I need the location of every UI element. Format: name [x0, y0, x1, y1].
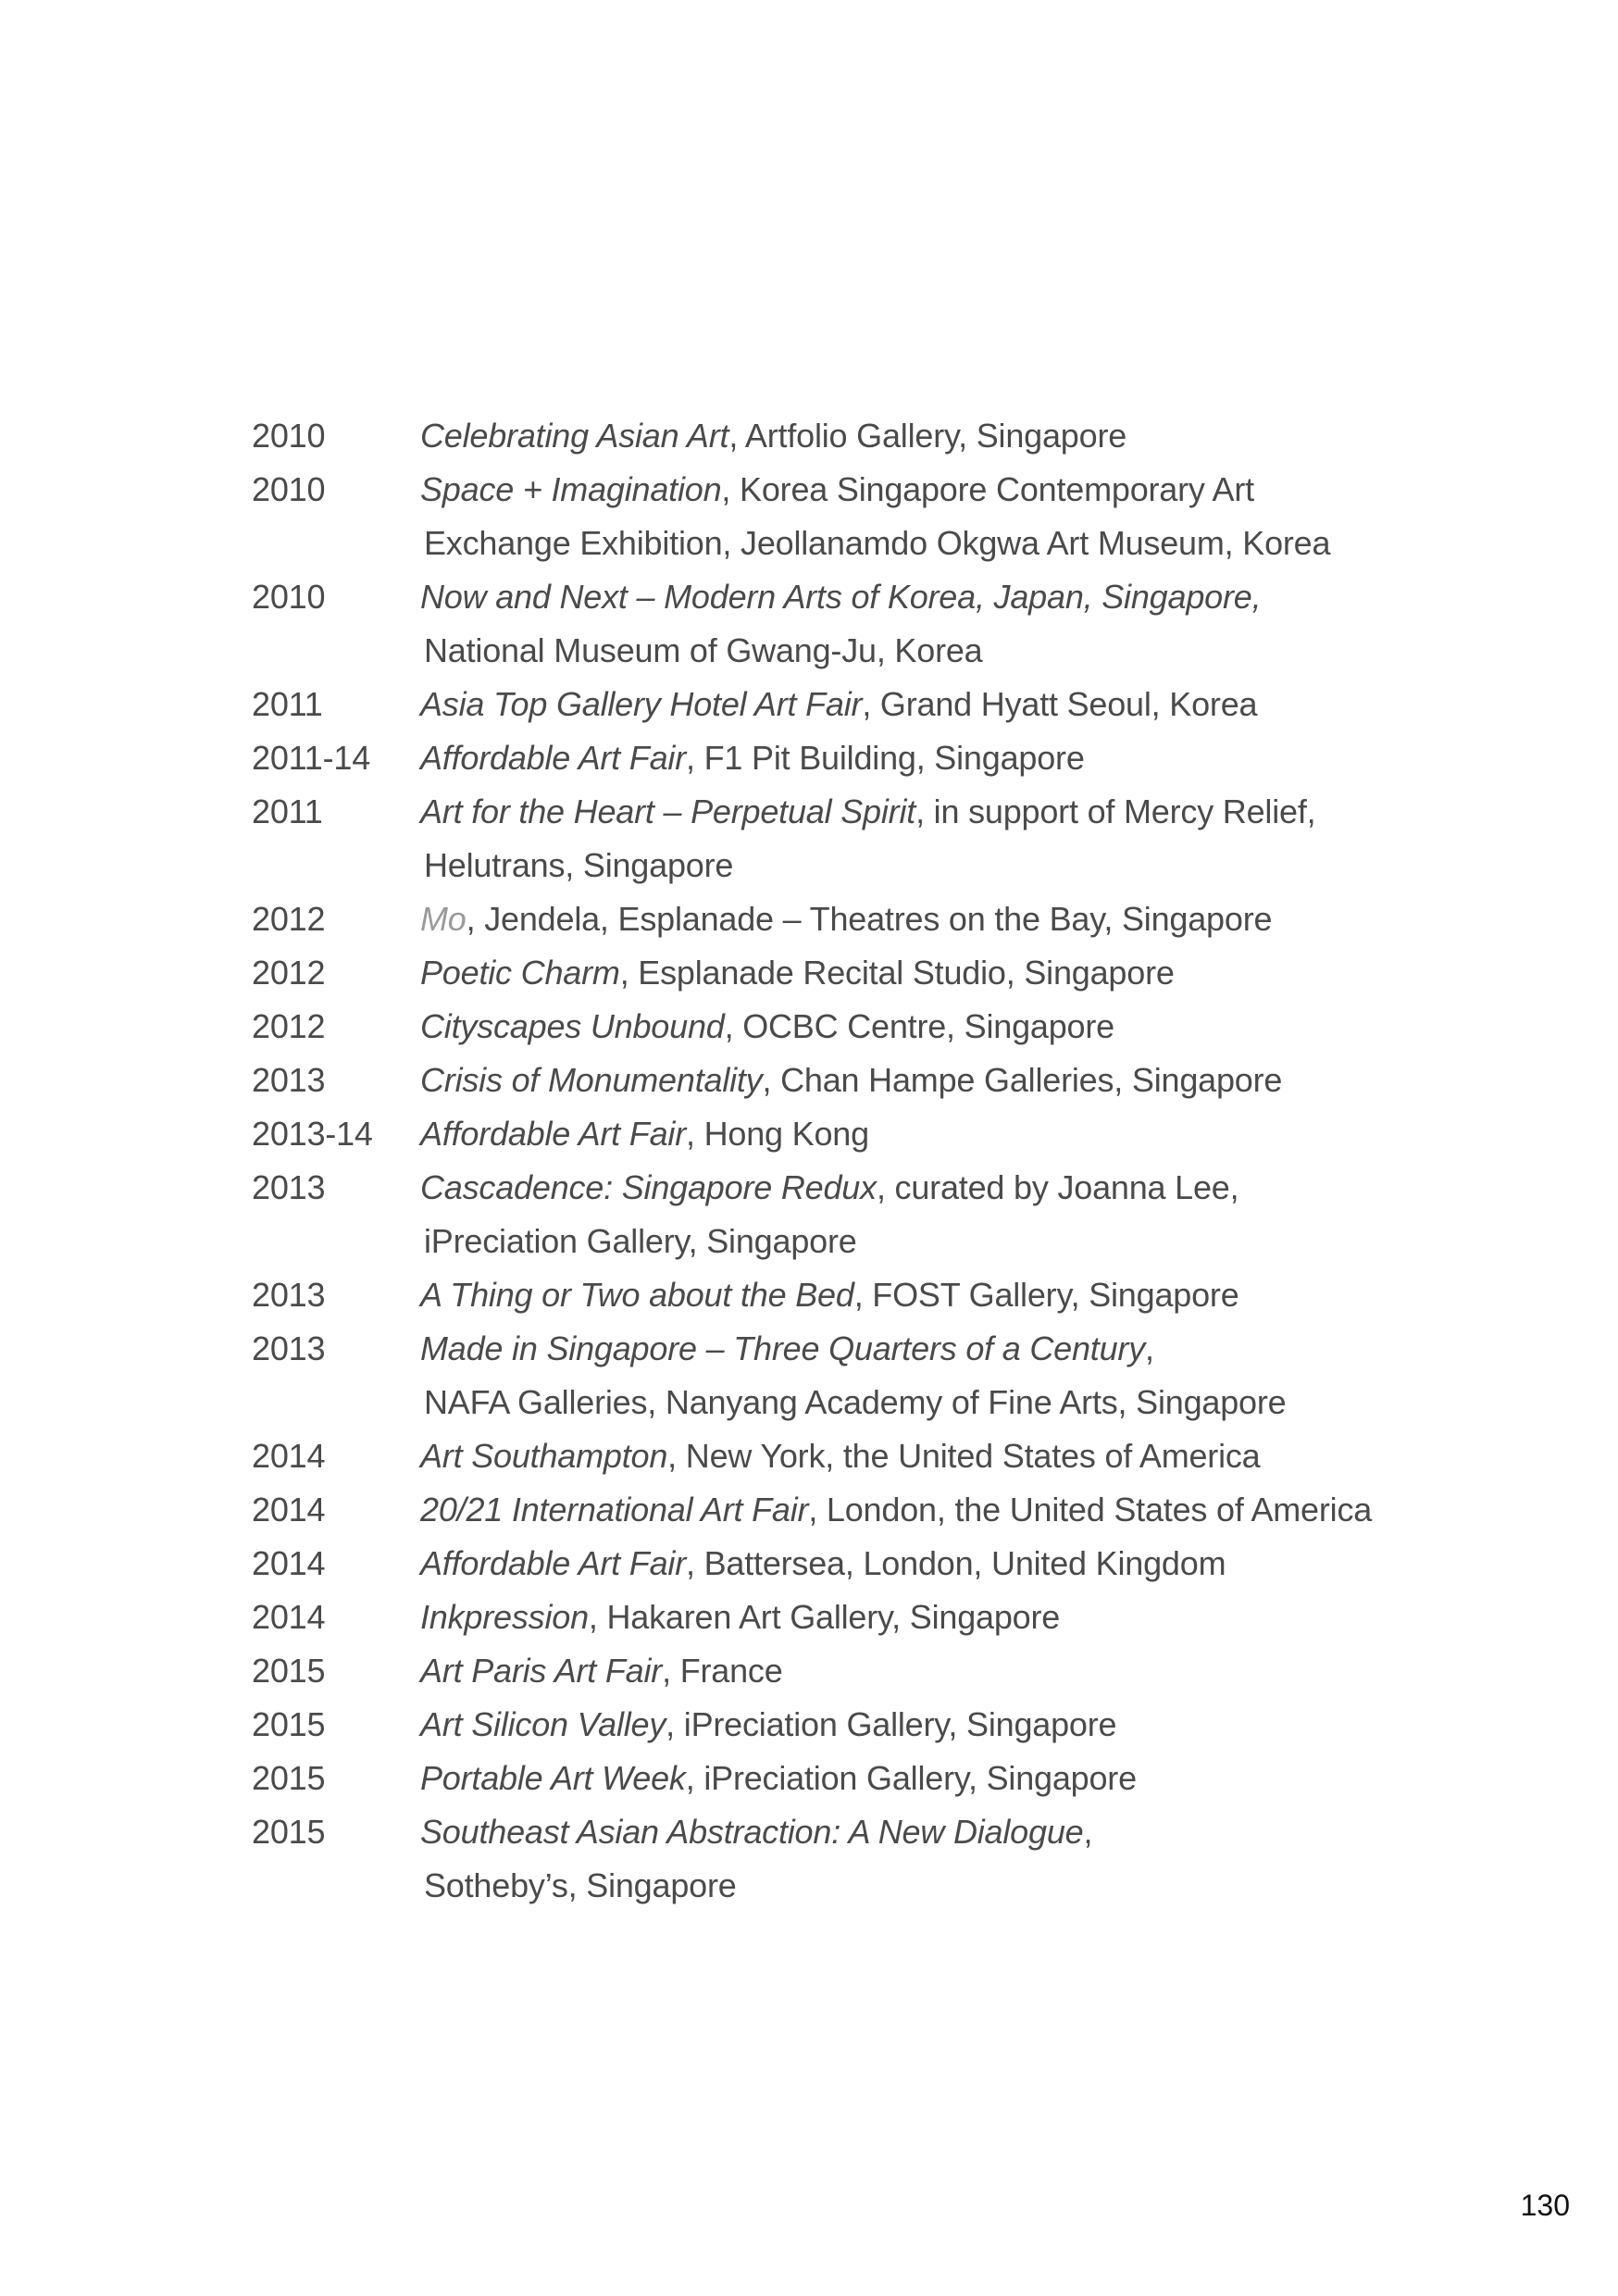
exhibition-venue: , iPreciation Gallery, Singapore [685, 1759, 1137, 1797]
exhibition-title: Made in Singapore – Three Quarters of a Century [420, 1329, 1146, 1367]
page-number: 130 [1520, 2189, 1570, 2222]
exhibition-line [420, 678, 1455, 731]
exhibition-line [420, 785, 1455, 839]
exhibition-year: 2013 [252, 1168, 326, 1206]
exhibition-entry [252, 785, 1455, 892]
exhibition-entry [252, 678, 1455, 731]
exhibition-title: Space + Imagination [420, 470, 722, 508]
exhibition-line-continued [420, 517, 1455, 570]
exhibition-line-continued [420, 1215, 1455, 1268]
exhibition-entry [252, 409, 1455, 463]
exhibition-details [418, 946, 1455, 1000]
exhibition-title: Art Paris Art Fair [420, 1652, 663, 1690]
exhibition-venue: Exchange Exhibition, Jeollanamdo Okgwa Art Museum, Korea [424, 524, 1331, 562]
exhibition-line [420, 1429, 1455, 1483]
exhibition-year: 2011-14 [252, 739, 371, 777]
exhibition-venue: , OCBC Centre, Singapore [724, 1007, 1114, 1045]
exhibition-entry [252, 1322, 1455, 1429]
exhibition-entry [252, 1483, 1455, 1537]
exhibition-entry [252, 1268, 1455, 1322]
exhibition-entry [252, 1537, 1455, 1591]
exhibition-details [418, 1054, 1455, 1107]
exhibition-line [420, 1000, 1455, 1054]
exhibition-entry [252, 1698, 1455, 1752]
exhibition-line [420, 1805, 1455, 1859]
exhibition-details [418, 731, 1455, 785]
exhibition-venue: , [1145, 1329, 1154, 1367]
exhibition-line-continued [420, 839, 1455, 892]
exhibition-details [418, 1000, 1455, 1054]
exhibition-title: Art Silicon Valley [420, 1705, 666, 1743]
exhibition-line-continued [420, 1376, 1455, 1429]
exhibition-line [420, 1161, 1455, 1215]
exhibition-venue: Sotheby’s, Singapore [424, 1866, 737, 1904]
exhibition-venue: , Grand Hyatt Seoul, Korea [862, 685, 1258, 723]
exhibition-line [420, 1591, 1455, 1644]
exhibition-list [252, 409, 1455, 1913]
exhibition-line [420, 1752, 1455, 1805]
exhibition-venue: , France [662, 1652, 783, 1690]
exhibition-line [420, 731, 1455, 785]
exhibition-line [420, 946, 1455, 1000]
exhibition-details [418, 1322, 1455, 1429]
exhibition-year: 2015 [252, 1705, 326, 1743]
exhibition-title: A Thing or Two about the Bed [420, 1276, 854, 1314]
exhibition-venue: , Battersea, London, United Kingdom [685, 1544, 1226, 1582]
exhibition-line [420, 570, 1455, 624]
exhibition-entry [252, 1644, 1455, 1698]
exhibition-year: 2010 [252, 578, 326, 616]
exhibition-line [420, 1483, 1455, 1537]
exhibition-title: Cityscapes Unbound [420, 1007, 725, 1045]
exhibition-venue: , Hong Kong [685, 1115, 869, 1153]
exhibition-details [418, 1805, 1455, 1913]
exhibition-entry [252, 570, 1455, 678]
exhibition-venue: , Artfolio Gallery, Singapore [728, 417, 1127, 455]
exhibition-title: Now and Next – Modern Arts of Korea, Japan, Singapore, [420, 578, 1262, 616]
exhibition-line [420, 892, 1455, 946]
exhibition-details [418, 1107, 1455, 1161]
exhibition-details [418, 1161, 1455, 1268]
exhibition-entry [252, 1054, 1455, 1107]
exhibition-title: Asia Top Gallery Hotel Art Fair [420, 685, 863, 723]
exhibition-details [418, 1644, 1455, 1698]
exhibition-venue: , Jendela, Esplanade – Theatres on the Bay, Singapore [466, 900, 1273, 938]
exhibition-details [418, 463, 1455, 570]
exhibition-details [418, 409, 1455, 463]
exhibition-line [420, 1054, 1455, 1107]
exhibition-details [418, 1752, 1455, 1805]
exhibition-venue: , Korea Singapore Contemporary Art [721, 470, 1254, 508]
exhibition-details [418, 678, 1455, 731]
exhibition-title: Southeast Asian Abstraction: A New Dialogue [420, 1813, 1084, 1851]
exhibition-venue: , Hakaren Art Gallery, Singapore [588, 1598, 1061, 1636]
exhibition-year: 2014 [252, 1437, 326, 1475]
exhibition-entry [252, 1107, 1455, 1161]
exhibition-entry [252, 1591, 1455, 1644]
exhibition-venue: , iPreciation Gallery, Singapore [666, 1705, 1117, 1743]
exhibition-line [420, 1268, 1455, 1322]
exhibition-line-continued [420, 1859, 1455, 1913]
exhibition-line [420, 1698, 1455, 1752]
exhibition-details [418, 1591, 1455, 1644]
exhibition-venue: , FOST Gallery, Singapore [853, 1276, 1239, 1314]
exhibition-year: 2010 [252, 417, 326, 455]
exhibition-title: Cascadence: Singapore Redux [420, 1168, 877, 1206]
exhibition-title: Portable Art Week [420, 1759, 686, 1797]
exhibition-details [418, 570, 1455, 678]
exhibition-title: Mo [420, 900, 467, 938]
exhibition-venue: , F1 Pit Building, Singapore [685, 739, 1085, 777]
exhibition-venue: , curated by Joanna Lee, [876, 1168, 1239, 1206]
exhibition-entry [252, 1161, 1455, 1268]
exhibition-year: 2011 [252, 792, 323, 830]
exhibition-venue: , in support of Mercy Relief, [915, 792, 1316, 830]
exhibition-line [420, 463, 1455, 517]
exhibition-line [420, 1644, 1455, 1698]
exhibition-title: Affordable Art Fair [420, 1544, 686, 1582]
exhibition-venue: , Chan Hampe Galleries, Singapore [762, 1061, 1283, 1099]
exhibition-venue: National Museum of Gwang-Ju, Korea [424, 631, 983, 669]
exhibition-entry [252, 1429, 1455, 1483]
exhibition-title: Affordable Art Fair [420, 739, 686, 777]
exhibition-year: 2012 [252, 1007, 326, 1045]
exhibition-title: Poetic Charm [420, 954, 620, 992]
exhibition-entry [252, 1805, 1455, 1913]
exhibition-details [418, 1483, 1455, 1537]
exhibition-year: 2013-14 [252, 1115, 373, 1153]
exhibition-venue: , [1083, 1813, 1093, 1851]
exhibition-year: 2013 [252, 1329, 326, 1367]
exhibition-venue: Helutrans, Singapore [424, 846, 734, 884]
exhibition-year: 2013 [252, 1276, 326, 1314]
exhibition-venue: iPreciation Gallery, Singapore [424, 1222, 857, 1260]
exhibition-title: Celebrating Asian Art [420, 417, 729, 455]
exhibition-details [418, 785, 1455, 892]
exhibition-venue: NAFA Galleries, Nanyang Academy of Fine Arts, Singapore [424, 1383, 1287, 1421]
exhibition-year: 2015 [252, 1759, 326, 1797]
exhibition-year: 2014 [252, 1598, 326, 1636]
exhibition-title: Inkpression [420, 1598, 589, 1636]
exhibition-details [418, 1429, 1455, 1483]
exhibition-details [418, 1268, 1455, 1322]
exhibition-entry [252, 1752, 1455, 1805]
exhibition-entry [252, 463, 1455, 570]
exhibition-year: 2012 [252, 900, 326, 938]
exhibition-title: Art Southampton [420, 1437, 668, 1475]
exhibition-year: 2014 [252, 1491, 326, 1529]
exhibition-entry [252, 1000, 1455, 1054]
exhibition-entry [252, 892, 1455, 946]
exhibition-line [420, 1537, 1455, 1591]
exhibition-line-continued [420, 624, 1455, 678]
exhibition-year: 2012 [252, 954, 326, 992]
exhibition-year: 2015 [252, 1813, 326, 1851]
exhibition-year: 2010 [252, 470, 326, 508]
exhibition-line [420, 409, 1455, 463]
exhibition-venue: , Esplanade Recital Studio, Singapore [619, 954, 1175, 992]
exhibition-details [418, 892, 1455, 946]
exhibition-line [420, 1322, 1455, 1376]
exhibition-title: Art for the Heart – Perpetual Spirit [420, 792, 916, 830]
exhibition-year: 2011 [252, 685, 323, 723]
exhibition-venue: , London, the United States of America [808, 1491, 1373, 1529]
exhibition-entry [252, 946, 1455, 1000]
exhibition-year: 2013 [252, 1061, 326, 1099]
exhibition-year: 2014 [252, 1544, 326, 1582]
exhibition-details [418, 1698, 1455, 1752]
exhibition-entry [252, 731, 1455, 785]
exhibition-title: Affordable Art Fair [420, 1115, 686, 1153]
exhibition-details [418, 1537, 1455, 1591]
exhibition-line [420, 1107, 1455, 1161]
exhibition-year: 2015 [252, 1652, 326, 1690]
exhibition-venue: , New York, the United States of America [667, 1437, 1261, 1475]
exhibition-title: Crisis of Monumentality [420, 1061, 763, 1099]
exhibition-title: 20/21 International Art Fair [420, 1491, 809, 1529]
